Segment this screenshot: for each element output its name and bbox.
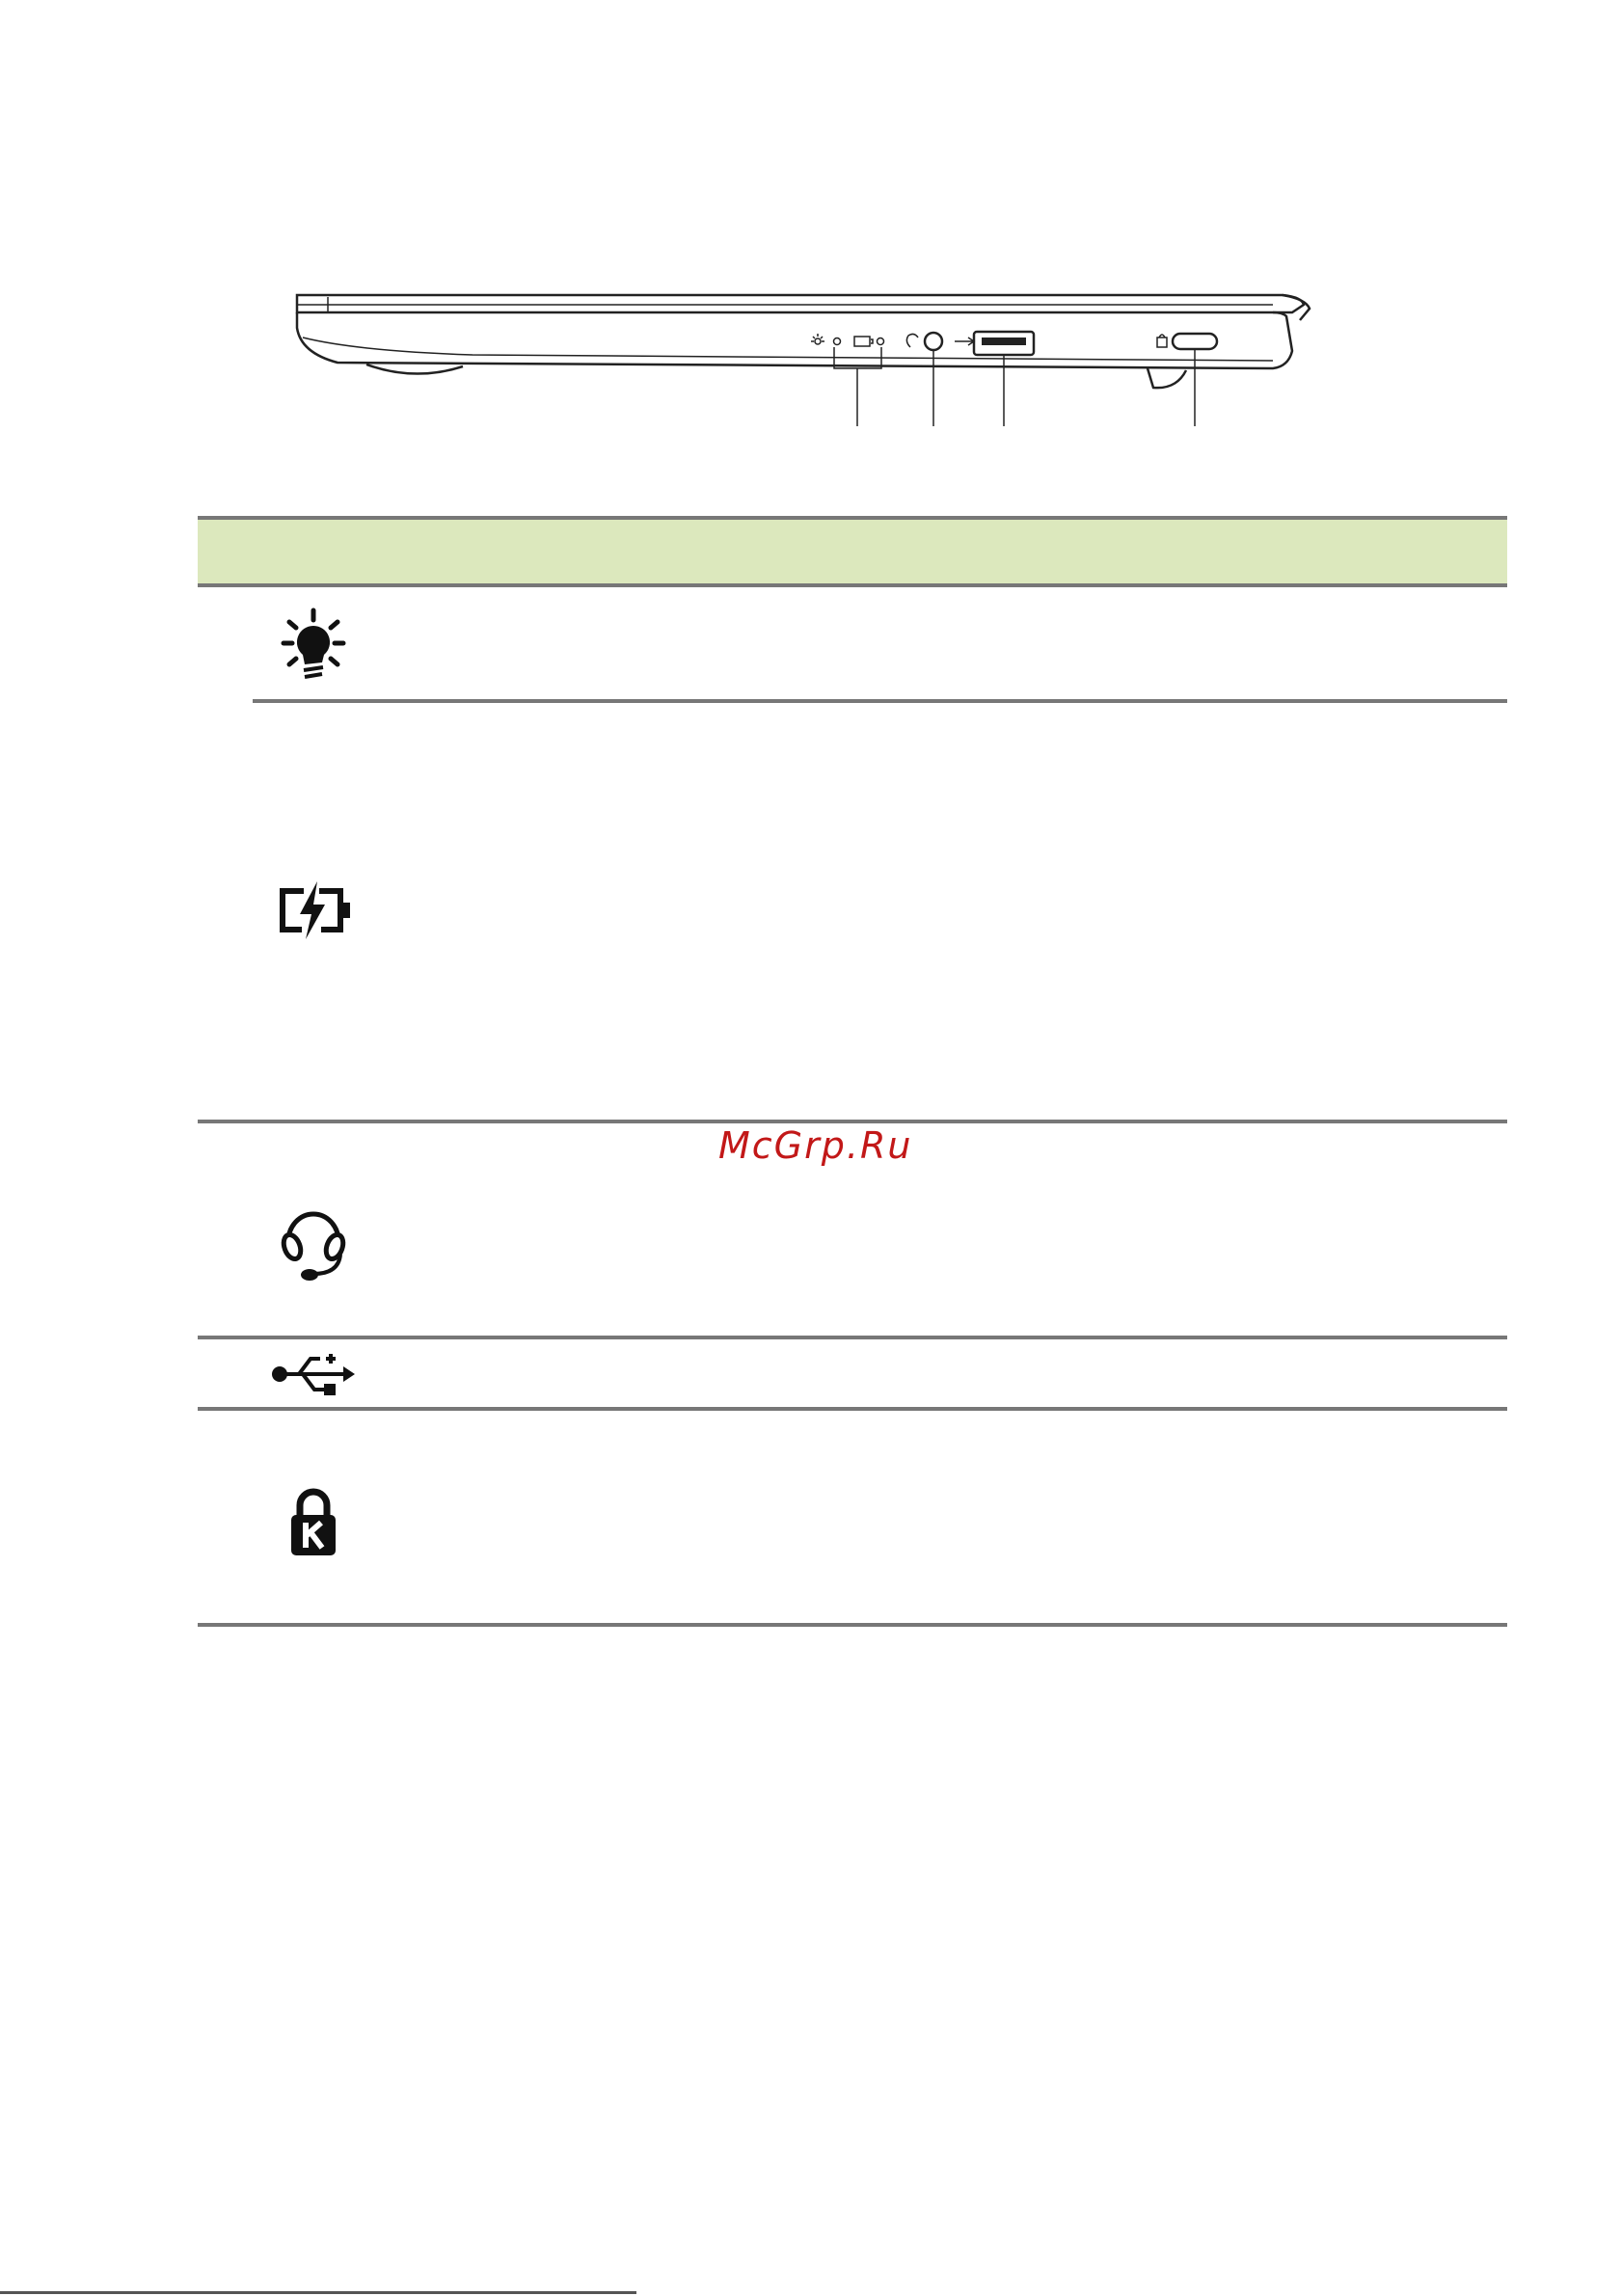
port-kensington-slot	[1173, 334, 1217, 349]
headset-icon	[256, 1191, 371, 1287]
port-description-table	[198, 516, 1507, 1627]
port-power-led-icon	[811, 334, 841, 345]
table-row-battery	[198, 703, 1507, 1123]
port-battery-led-icon	[854, 337, 884, 346]
power-indicator-icon	[256, 607, 371, 684]
watermark-text: McGrp.Ru	[718, 1124, 913, 1167]
table-row-usb	[198, 1339, 1507, 1411]
battery-charging-icon	[256, 877, 371, 944]
port-headset-jack	[906, 333, 942, 350]
table-row-power-indicator	[253, 587, 1507, 703]
usb-icon	[256, 1351, 371, 1395]
page-footer-rule	[0, 2291, 636, 2294]
table-row-kensington-lock	[198, 1411, 1507, 1627]
table-header	[198, 516, 1507, 587]
laptop-side-view-illustration	[280, 270, 1321, 444]
kensington-lock-icon	[256, 1488, 371, 1557]
laptop-outline-svg	[280, 270, 1321, 444]
